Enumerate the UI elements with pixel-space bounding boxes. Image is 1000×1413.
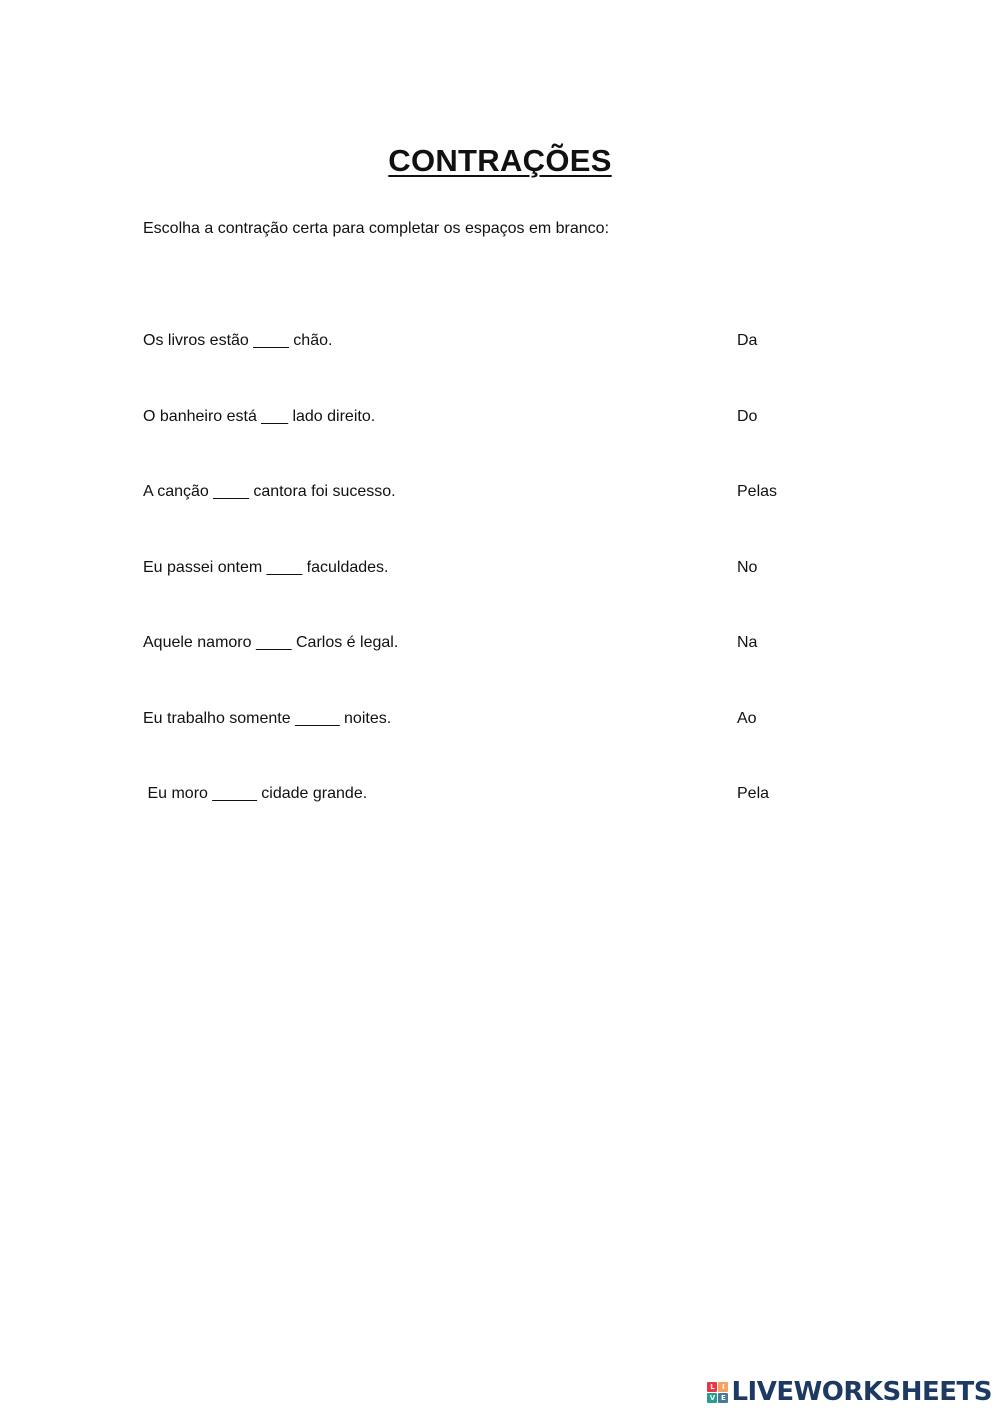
exercise-sentence: Eu passei ontem ____ faculdades. bbox=[143, 558, 389, 576]
logo-letter: E bbox=[718, 1393, 728, 1403]
logo-letter: L bbox=[707, 1382, 717, 1392]
contraction-option[interactable]: Pelas bbox=[737, 483, 778, 500]
liveworksheets-logo bbox=[707, 1377, 992, 1407]
exercise-sentence: Eu moro _____ cidade grande. bbox=[143, 785, 368, 802]
logo-letter: V bbox=[707, 1393, 717, 1403]
contraction-option[interactable]: Da bbox=[737, 332, 758, 349]
logo-text: LIVEWORKSHEETS bbox=[731, 1377, 992, 1407]
exercise-sentence: Os livros estão ____ chão. bbox=[143, 332, 333, 349]
exercise-row bbox=[143, 332, 843, 408]
exercise-row bbox=[143, 483, 843, 559]
page-title: CONTRAÇÕES bbox=[388, 142, 612, 178]
exercise-sentence: Aquele namoro ____ Carlos é legal. bbox=[143, 634, 399, 651]
exercise-row bbox=[143, 785, 843, 861]
contraction-option[interactable]: Do bbox=[737, 407, 758, 425]
exercise-sentence: Eu trabalho somente _____ noites. bbox=[143, 709, 392, 727]
contraction-option[interactable]: Pela bbox=[737, 785, 770, 802]
exercise-sentence: A canção ____ cantora foi sucesso. bbox=[143, 483, 396, 500]
exercise-row bbox=[143, 710, 843, 786]
exercise-row bbox=[143, 559, 843, 635]
logo-letter: I bbox=[718, 1382, 728, 1392]
contraction-option[interactable]: Na bbox=[737, 634, 758, 651]
exercise-list bbox=[143, 332, 843, 861]
contraction-option[interactable]: No bbox=[737, 558, 758, 576]
exercise-sentence: O banheiro está ___ lado direito. bbox=[143, 407, 376, 425]
exercise-row bbox=[143, 408, 843, 484]
logo-mark-icon bbox=[707, 1382, 728, 1403]
instructions-text: Escolha a contração certa para completar os espaços em branco: bbox=[143, 220, 610, 237]
contraction-option[interactable]: Ao bbox=[737, 709, 757, 727]
exercise-row bbox=[143, 634, 843, 710]
